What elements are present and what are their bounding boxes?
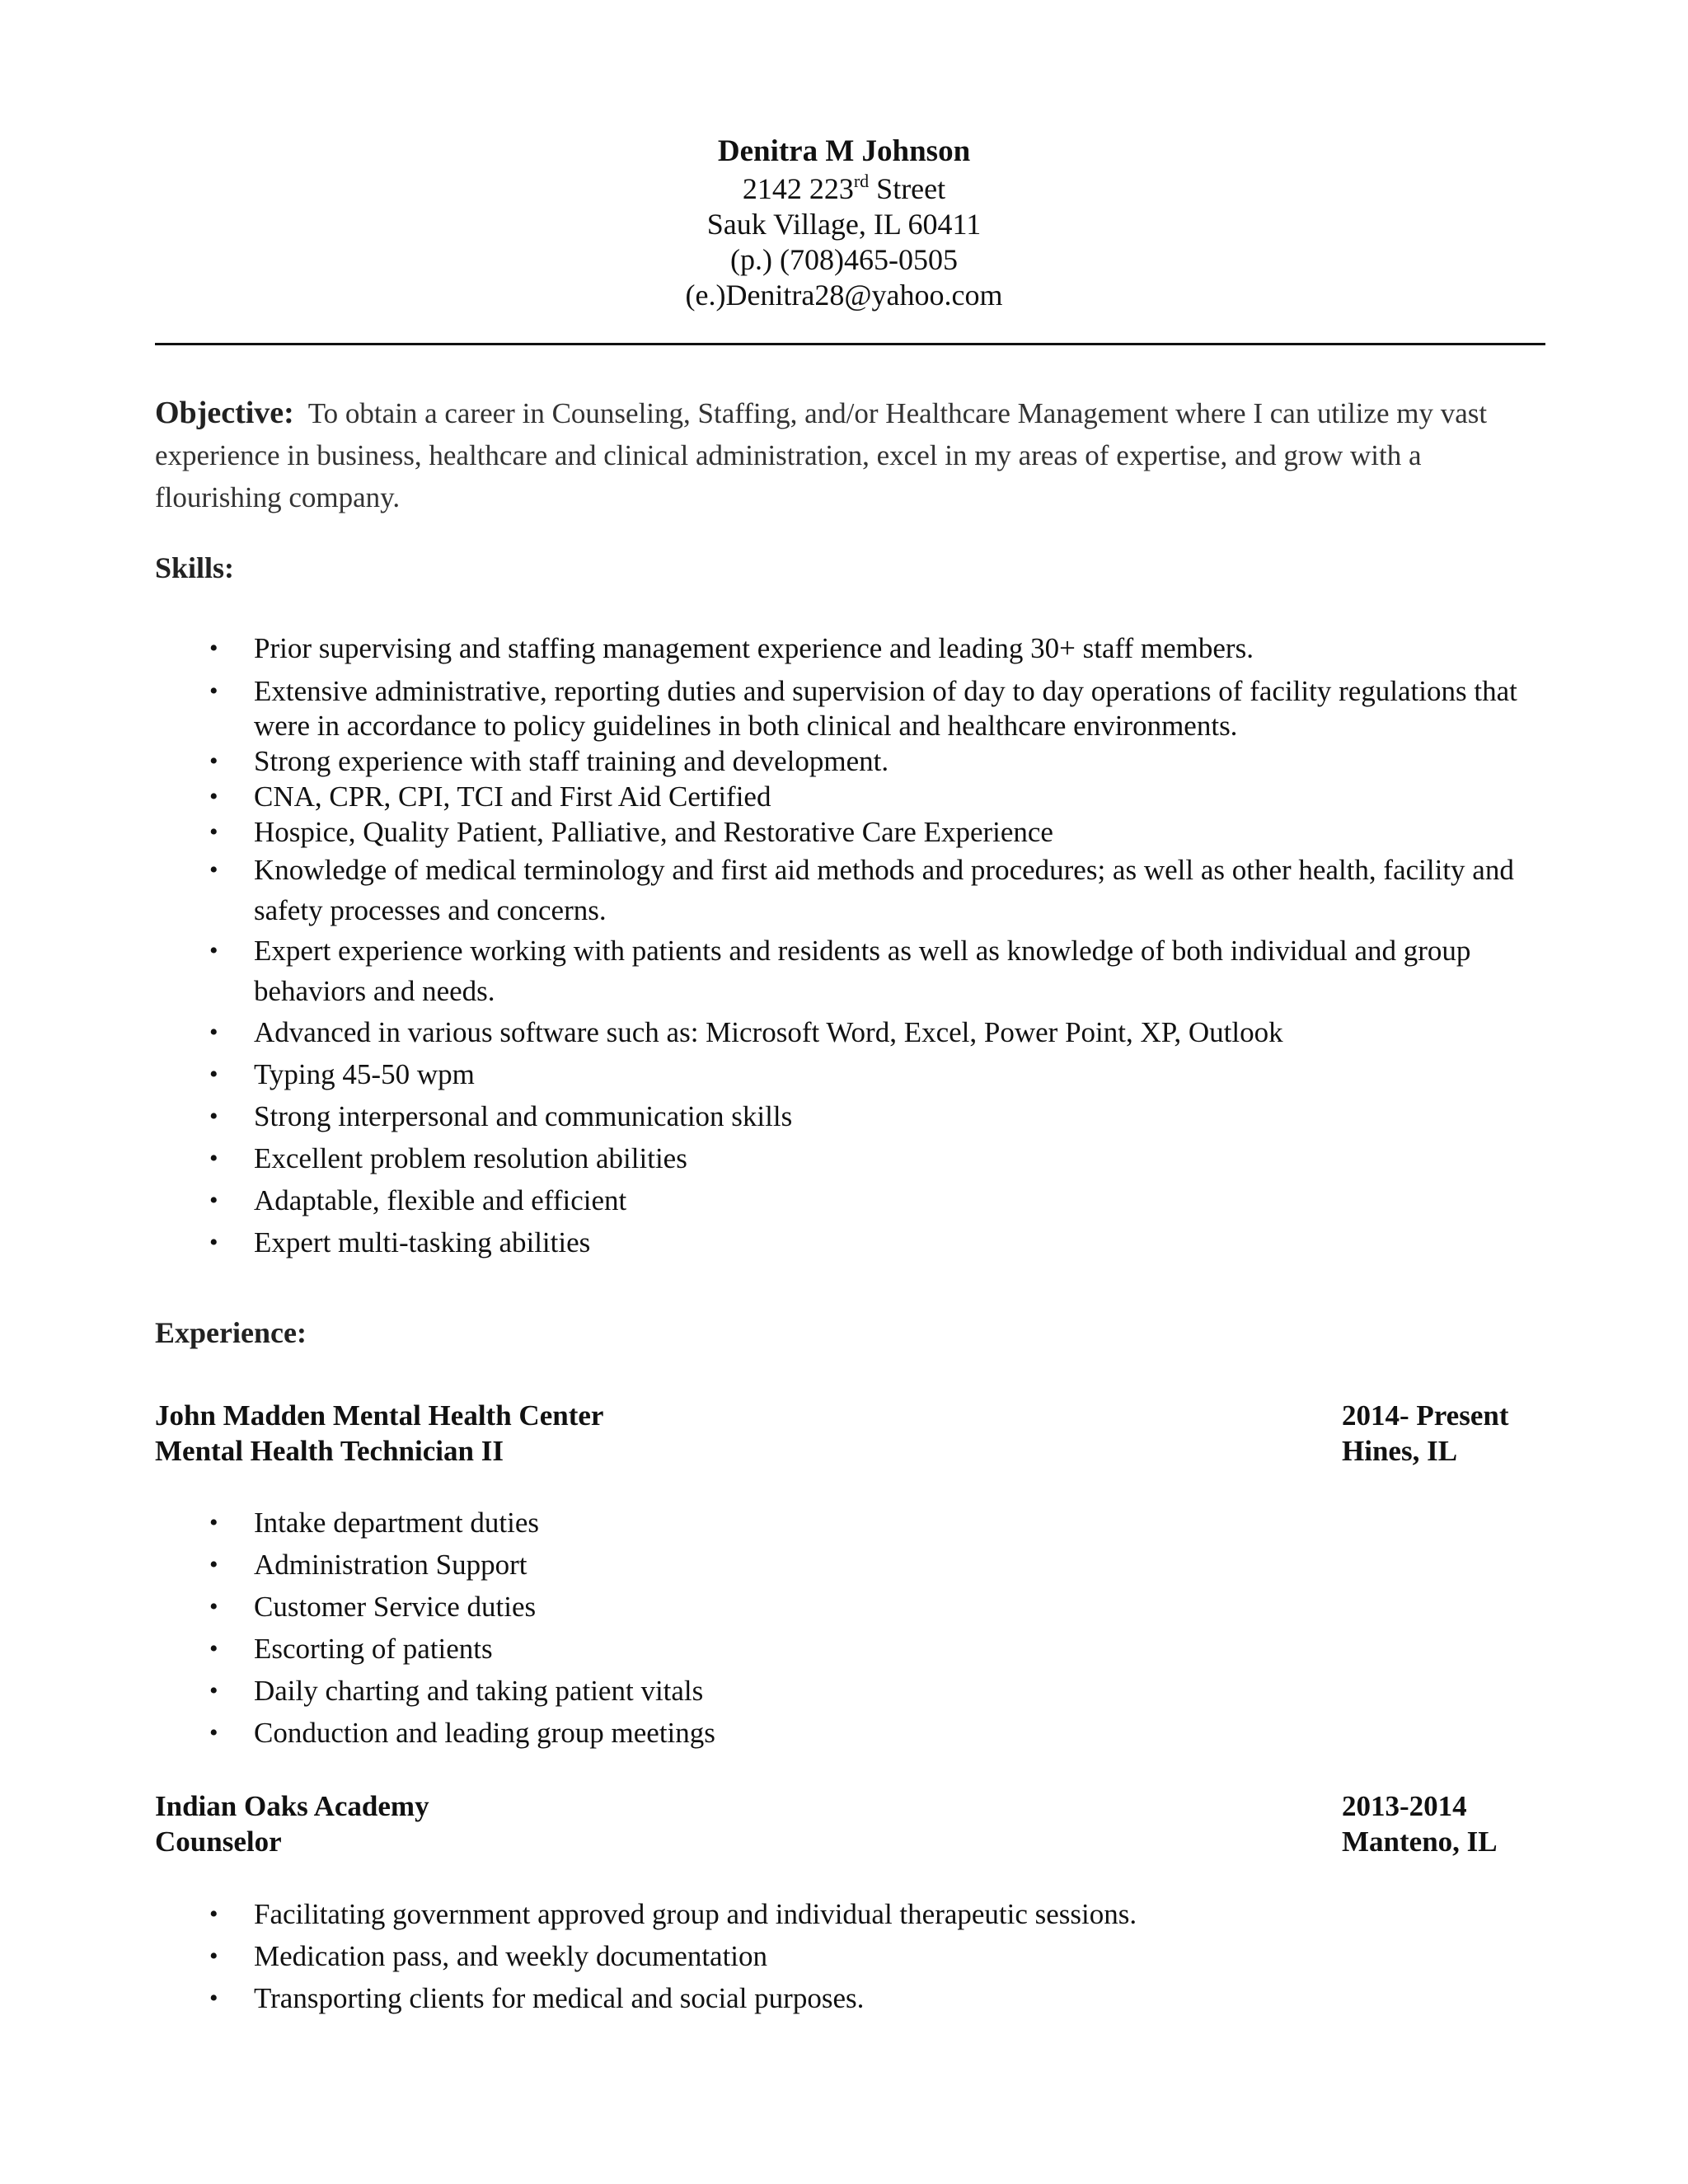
list-item: • Expert experience working with patients and residents as well as knowledge of both individual and group behaviors and needs. [254, 930, 1556, 1011]
list-item: • Adaptable, flexible and efficient [254, 1179, 1556, 1221]
street-ordinal-suffix: rd [853, 171, 870, 191]
bullet-icon: • [209, 1145, 218, 1172]
skills-heading: Skills: [155, 551, 235, 584]
email-address: (e.)Denitra28@yahoo.com [685, 279, 1003, 312]
bullet-icon: • [209, 1061, 218, 1088]
bullet-icon: • [209, 856, 218, 883]
phone-number: (p.) (708)465-0505 [730, 243, 958, 276]
job-1-duties [209, 1502, 1408, 1754]
list-item: • Daily charting and taking patient vitals [254, 1670, 1408, 1712]
street-address [0, 171, 1688, 207]
job-1-location: Hines, IL [1342, 1435, 1458, 1467]
list-item: • Expert multi-tasking abilities [254, 1221, 1556, 1263]
job-1-employer: John Madden Mental Health Center [155, 1399, 604, 1432]
bullet-icon: • [209, 1900, 218, 1928]
objective-text: To obtain a career in Counseling, Staffing, and/or Healthcare Management where I can utilize my vast experience in business, healthcare and clinical administration, excel in my areas of expertise, and grow with a flourishing company. [155, 397, 1488, 513]
bullet-icon: • [209, 1103, 218, 1130]
list-item: • Administration Support [254, 1544, 1408, 1586]
bullet-icon: • [209, 1509, 218, 1536]
skills-list [209, 630, 1556, 1263]
bullet-icon: • [209, 1187, 218, 1214]
job-2-location: Manteno, IL [1342, 1825, 1498, 1858]
job-2-employer: Indian Oaks Academy [155, 1790, 429, 1822]
bullet-icon: • [209, 1985, 218, 2012]
list-item: • Intake department duties [254, 1502, 1408, 1544]
bullet-icon: • [209, 1635, 218, 1662]
list-item: • Escorting of patients [254, 1628, 1408, 1670]
bullet-icon: • [209, 1943, 218, 1970]
list-item: • Conduction and leading group meetings [254, 1712, 1408, 1754]
job-1-dates: 2014- Present [1342, 1399, 1509, 1432]
list-item: • CNA, CPR, CPI, TCI and First Aid Certified [209, 780, 771, 813]
list-item: • Customer Service duties [254, 1586, 1408, 1628]
objective-label: Objective: [155, 396, 294, 430]
bullet-icon: • [209, 677, 218, 705]
header-divider [155, 343, 1545, 345]
list-item: • Facilitating government approved group and individual therapeutic sessions. [254, 1893, 1408, 1935]
list-item: • Transporting clients for medical and social purposes. [254, 1977, 1408, 2019]
bullet-icon: • [209, 635, 218, 662]
list-item: • Typing 45-50 wpm [254, 1054, 1556, 1095]
job-2-duties [209, 1893, 1408, 2019]
job-2-dates: 2013-2014 [1342, 1790, 1467, 1822]
contact-header [0, 132, 1688, 313]
street-number: 2142 223 [742, 172, 854, 205]
bullet-icon: • [209, 783, 218, 810]
bullet-icon: • [209, 1019, 218, 1046]
list-item: • Hospice, Quality Patient, Palliative, and Restorative Care Experience [209, 816, 1053, 848]
list-item: • Strong experience with staff training and development. [209, 745, 889, 777]
list-item: • Excellent problem resolution abilities [254, 1137, 1556, 1179]
bullet-icon: • [209, 1593, 218, 1620]
applicant-name: Denitra M Johnson [717, 134, 971, 168]
street-name: Street [869, 172, 946, 205]
bullet-icon: • [209, 748, 218, 775]
list-item: • Knowledge of medical terminology and first aid methods and procedures; as well as other health, facility and safety processes and concerns. [254, 850, 1556, 930]
bullet-icon: • [209, 818, 218, 846]
list-item: • Advanced in various software such as: Microsoft Word, Excel, Power Point, XP, Outlook [254, 1011, 1556, 1054]
list-item: • Strong interpersonal and communication skills [254, 1095, 1556, 1137]
list-item: • Extensive administrative, reporting duties and supervision of day to day operations of facility regulations that were in accordance to policy guidelines in both clinical and healthcare environments. [209, 675, 1517, 742]
bullet-icon: • [209, 1677, 218, 1704]
objective-section [155, 392, 1548, 518]
bullet-icon: • [209, 1551, 218, 1578]
city-state-zip: Sauk Village, IL 60411 [706, 208, 982, 241]
job-1-title: Mental Health Technician II [155, 1435, 504, 1467]
bullet-icon: • [209, 937, 218, 964]
job-2-title: Counselor [155, 1825, 282, 1858]
list-item: • Prior supervising and staffing management experience and leading 30+ staff members. [209, 632, 1254, 664]
list-item: • Medication pass, and weekly documentation [254, 1935, 1408, 1977]
experience-heading: Experience: [155, 1316, 307, 1349]
bullet-icon: • [209, 1719, 218, 1746]
bullet-icon: • [209, 1229, 218, 1256]
